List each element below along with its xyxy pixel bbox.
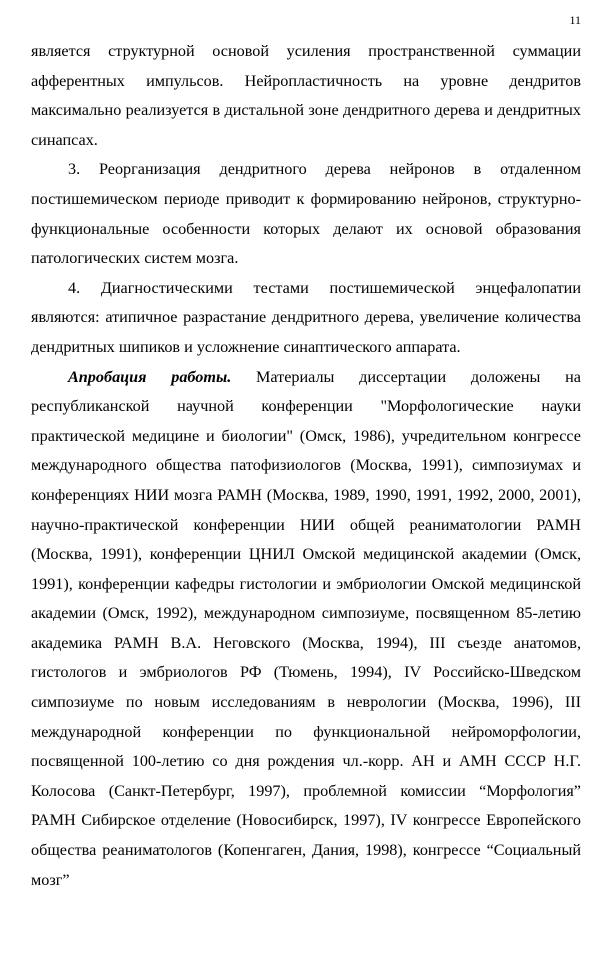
paragraph-continuation	[31, 37, 581, 155]
page-number: 11	[569, 13, 581, 27]
paragraph-conclusion-4	[31, 274, 581, 363]
paragraph-conclusion-3	[31, 155, 581, 273]
paragraph-approbation	[31, 363, 581, 896]
paragraph-text: 3. Реорганизация дендритного дерева нейронов в отдаленном постишемическом периоде приводит к формированию нейронов, структурно-функциональные особенности которых делают их основой образования патологических систем мозга.	[31, 160, 581, 268]
section-lead-heading: Апробация работы.	[68, 367, 232, 386]
paragraph-text: является структурной основой усиления пространственной суммации афферентных импульсов. Нейропластичность на уровне дендритов максимально реализуется в дистальной зоне дендритного дерева и дендритных синапсах.	[31, 42, 581, 149]
body-text	[31, 37, 581, 895]
paragraph-text: Материалы диссертации доложены на республиканской научной конференции "Морфологические науки практической медицине и биологии" (Омск, 1986), учредительном конгрессе международного общества патофизиологов (Москва, 1991), симпозиумах и конференциях НИИ мозга РАМН (Москва, 1989, 1990, 1991, 1992, 2000, 2001), научно-практической конференции НИИ общей реаниматологии РАМН (Москва, 1991), конференции ЦНИЛ Омской медицинской академии (Омск, 1991), конференции кафедры гистологии и эмбриологии Омской медицинской академии (Омск, 1992), международном симпозиуме, посвященном 85-летию академика РАМН В.А. Неговского (Москва, 1994), III съезде анатомов, гистологов и эмбриологов РФ (Тюмень, 1994), IV Российско-Шведском симпозиуме по новым исследованиям в неврологии (Москва, 1996), III международной конференции по функциональной нейроморфологии, посвященной 100-летию со дня рождения чл.-корр. АН и АМН СССР Н.Г. Колосова (Санкт-Петербург, 1997), проблемной комиссии “Морфология” РАМН Сибирское отделение (Новосибирск, 1997), IV конгрессе Европейского общества реаниматологов (Копенгаген, Дания, 1998), конгрессе “Социальный мозг”	[31, 367, 581, 889]
paragraph-text: 4. Диагностическими тестами постишемической энцефалопатии являются: атипичное разрастание дендритного дерева, увеличение количества дендритных шипиков и усложнение синаптического аппарата.	[31, 278, 581, 356]
